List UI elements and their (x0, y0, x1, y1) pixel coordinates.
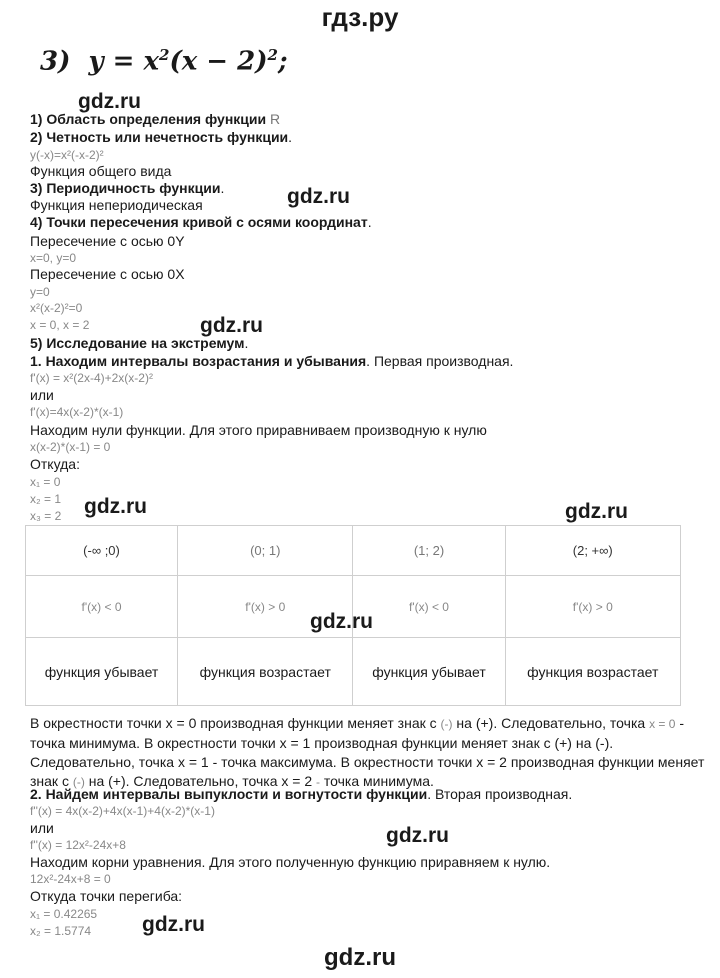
roots-text: Находим корни уравнения. Для этого полученную функцию приравняем к нулю. (30, 854, 551, 870)
para-text: на (+). Следовательно, точка x = 2 (88, 773, 313, 789)
extremum-conclusion (30, 714, 712, 792)
watermark: gdz.ru (84, 495, 147, 518)
table-cell: функция возрастает (505, 638, 680, 706)
task-expr-a: y = x (88, 46, 160, 77)
table-cell: (2; +∞) (505, 526, 680, 576)
periodicity-result: Функция непериодическая (30, 197, 203, 213)
first-derivative-formula: f'(x) = x²(2x-4)+2x(x-2)² (30, 371, 153, 385)
para-text: x = 0 (649, 717, 676, 731)
root-x2: x₂ = 1 (30, 492, 62, 506)
domain-value: R (270, 111, 281, 127)
section-parity-heading: 2) Четность или нечетность функции (30, 129, 289, 145)
section-intersections-heading: 4) Точки пересечения кривой с осями координат (30, 214, 368, 230)
section-domain (30, 111, 280, 127)
section-extremum (30, 335, 248, 351)
sign-table (25, 525, 681, 706)
monotonicity-tail: . Первая производная. (366, 353, 514, 369)
table-cell: f'(x) < 0 (26, 576, 178, 638)
table-row-signs (26, 576, 681, 638)
table-cell: функция убывает (26, 638, 178, 706)
oy-formula: x=0, y=0 (30, 251, 77, 265)
watermark: gdz.ru (287, 185, 350, 208)
watermark: gdz.ru (310, 610, 373, 633)
table-cell: (-∞ ;0) (26, 526, 178, 576)
site-footer: gdz.ru (324, 944, 396, 971)
section-periodicity-dot: . (220, 180, 225, 196)
table-cell: f'(x) > 0 (505, 576, 680, 638)
convexity-line (30, 786, 572, 802)
zeros-text: Находим нули функции. Для этого приравниваем производную к нулю (30, 422, 487, 438)
convexity-heading: 2. Найдем интервалы выпуклости и вогнутости функции (30, 786, 428, 802)
para-text: (-) (440, 717, 453, 731)
section-periodicity-heading: 3) Периодичность функции (30, 180, 221, 196)
table-row-behavior (26, 638, 681, 706)
section-extremum-dot: . (244, 335, 249, 351)
parity-formula: y(-x)=x²(-x-2)² (30, 148, 104, 162)
task-expr-c: ; (277, 46, 288, 77)
inflection-label: Откуда точки перегиба: (30, 888, 183, 904)
para-text: - точка минимума. В окрестности точки x = 1 производная функции меняет знак с (+) на (- (30, 715, 684, 751)
inflection-x1: x₁ = 0.42265 (30, 907, 98, 921)
site-title: гдз.ру (321, 2, 399, 32)
section-parity (30, 129, 292, 145)
table-row-intervals (26, 526, 681, 576)
ox-formula-2: x²(x-2)²=0 (30, 301, 83, 315)
para-text: (-) (72, 775, 85, 789)
section-extremum-heading: 5) Исследование на экстремум (30, 335, 245, 351)
watermark: gdz.ru (200, 314, 263, 337)
parity-result: Функция общего вида (30, 163, 172, 179)
para-text: на (+). Следовательно, точка (456, 715, 646, 731)
table-cell: функция возрастает (178, 638, 353, 706)
roots-formula: 12x²-24x+8 = 0 (30, 872, 111, 886)
monotonicity-line (30, 353, 513, 369)
convexity-tail: . Вторая производная. (427, 786, 573, 802)
section-parity-dot: . (288, 129, 293, 145)
ox-formula-3: x = 0, x = 2 (30, 318, 90, 332)
section-intersections-dot: . (367, 214, 372, 230)
watermark: gdz.ru (565, 500, 628, 523)
root-x3: x₃ = 2 (30, 509, 62, 523)
watermark: gdz.ru (142, 913, 205, 936)
task-exp1: 2 (159, 46, 170, 64)
task-number: 3) (40, 46, 71, 77)
watermark: gdz.ru (386, 824, 449, 847)
table-cell: (1; 2) (353, 526, 505, 576)
section-periodicity (30, 180, 224, 196)
section-intersections (30, 214, 372, 230)
monotonicity-heading: 1. Находим интервалы возрастания и убывания (30, 353, 367, 369)
para-text: ). Следовательно, точка x = 1 - точка максимума. В окрестности точки x = 2 производная функции меняет знак с (30, 735, 705, 789)
from-label: Откуда: (30, 456, 80, 472)
zeros-formula: x(x-2)*(x-1) = 0 (30, 440, 111, 454)
first-derivative-factored: f'(x)=4x(x-2)*(x-1) (30, 405, 124, 419)
table-cell: (0; 1) (178, 526, 353, 576)
task-equation (40, 46, 288, 77)
table-cell: f'(x) < 0 (353, 576, 505, 638)
or-label: или (30, 820, 54, 836)
second-derivative-formula: f''(x) = 4x(x-2)+4x(x-1)+4(x-2)*(x-1) (30, 804, 215, 818)
task-exp2: 2 (267, 46, 278, 64)
oy-label: Пересечение с осью 0Y (30, 233, 185, 249)
para-text: точка минимума. (323, 773, 434, 789)
para-text: - (316, 775, 320, 789)
inflection-x2: x₂ = 1.5774 (30, 924, 92, 938)
table-cell: f'(x) > 0 (178, 576, 353, 638)
ox-label: Пересечение с осью 0X (30, 266, 185, 282)
table-cell: функция убывает (353, 638, 505, 706)
task-expr-b: (x − 2) (169, 46, 268, 77)
root-x1: x₁ = 0 (30, 475, 61, 489)
second-derivative-simplified: f''(x) = 12x²-24x+8 (30, 838, 126, 852)
watermark: gdz.ru (78, 90, 141, 113)
section-domain-heading: 1) Область определения функции (30, 111, 267, 127)
ox-formula-1: y=0 (30, 285, 50, 299)
or-label: или (30, 387, 54, 403)
para-text: В окрестности точки x = 0 производная функции меняет знак с (30, 715, 437, 731)
